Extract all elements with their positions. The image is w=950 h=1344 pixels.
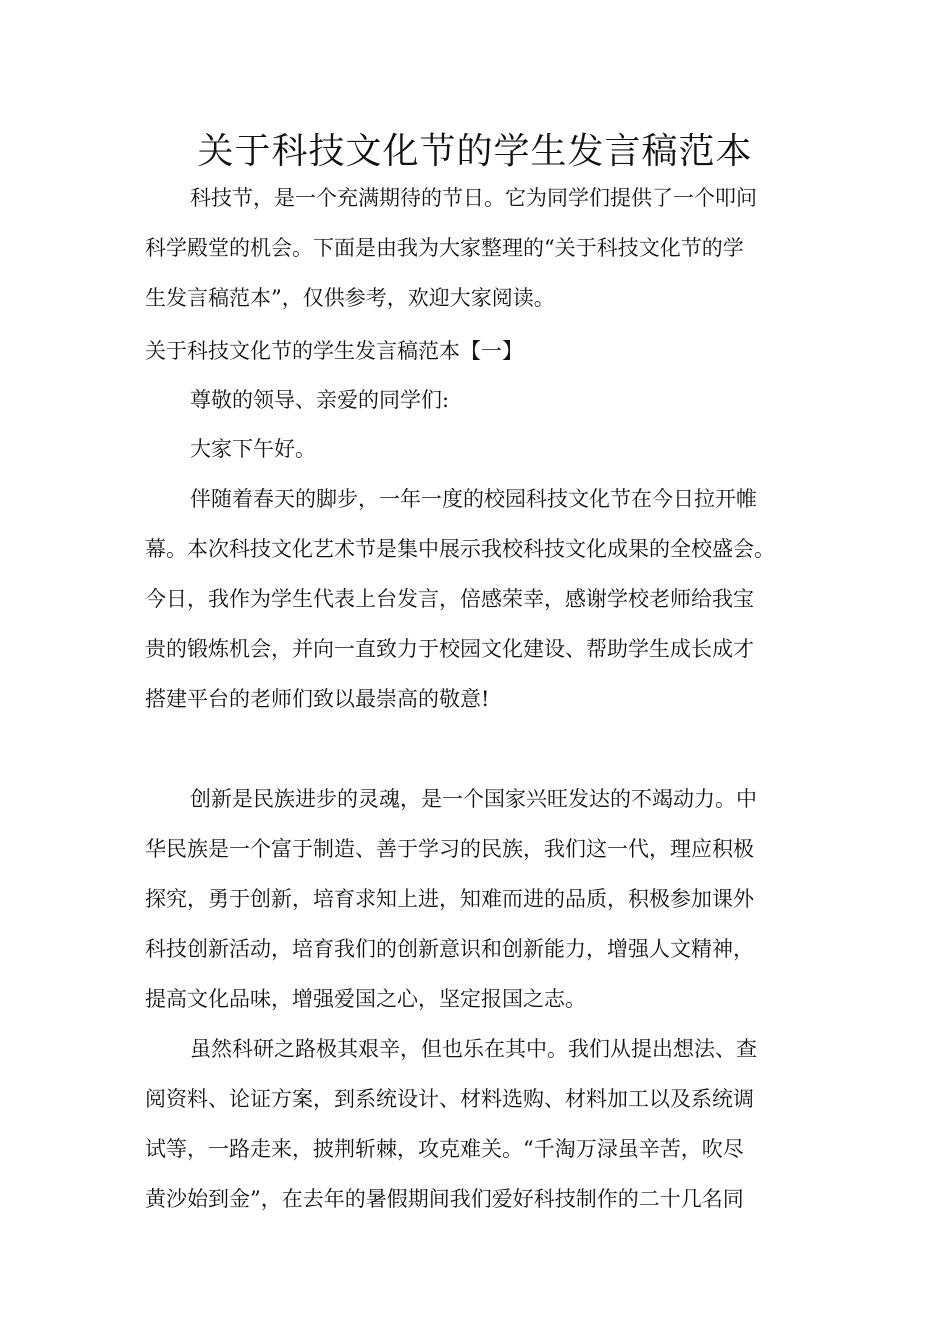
intro-line-2: 科学殿堂的机会。下面是由我为大家整理的“关于科技文化节的学 xyxy=(145,236,744,260)
paragraph-2-line-2: 华民族是一个富于制造、善于学习的民族，我们这一代，理应积极 xyxy=(145,837,754,861)
intro-line-1: 科技节，是一个充满期待的节日。它为同学们提供了一个叩问 xyxy=(190,186,757,210)
paragraph-1-line-5: 搭建平台的老师们致以最崇高的敬意! xyxy=(145,687,490,711)
paragraph-1-line-1: 伴随着春天的脚步，一年一度的校园科技文化节在今日拉开帷 xyxy=(190,487,757,511)
paragraph-2-line-4: 科技创新活动，培育我们的创新意识和创新能力，增强人文精神， xyxy=(145,937,754,961)
section-heading: 关于科技文化节的学生发言稿范本【一】 xyxy=(145,339,523,363)
paragraph-2-line-3: 探究，勇于创新，培育求知上进，知难而进的品质，积极参加课外 xyxy=(145,887,754,911)
paragraph-2-line-5: 提高文化品味，增强爱国之心，坚定报国之志。 xyxy=(145,987,586,1011)
greeting: 大家下午好。 xyxy=(190,437,316,461)
salutation: 尊敬的领导、亲爱的同学们: xyxy=(190,388,450,412)
intro-line-3: 生发言稿范本”，仅供参考，欢迎大家阅读。 xyxy=(145,286,555,310)
paragraph-2-line-1: 创新是民族进步的灵魂，是一个国家兴旺发达的不竭动力。中 xyxy=(190,787,757,811)
paragraph-3-line-4: 黄沙始到金”，在去年的暑假期间我们爱好科技制作的二十几名同 xyxy=(145,1187,744,1211)
paragraph-1-line-2: 幕。本次科技文化艺术节是集中展示我校科技文化成果的全校盛会。 xyxy=(145,537,775,561)
paragraph-1-line-4: 贵的锻炼机会，并向一直致力于校园文化建设、帮助学生成长成才 xyxy=(145,637,754,661)
document-title: 关于科技文化节的学生发言稿范本 xyxy=(197,131,753,172)
paragraph-3-line-1: 虽然科研之路极其艰辛，但也乐在其中。我们从提出想法、查 xyxy=(190,1037,757,1061)
paragraph-1-line-3: 今日，我作为学生代表上台发言，倍感荣幸，感谢学校老师给我宝 xyxy=(145,587,754,611)
paragraph-3-line-2: 阅资料、论证方案，到系统设计、材料选购、材料加工以及系统调 xyxy=(145,1087,754,1111)
paragraph-3-line-3: 试等，一路走来，披荆斩棘，攻克难关。“千淘万渌虽辛苦，吹尽 xyxy=(145,1137,744,1161)
